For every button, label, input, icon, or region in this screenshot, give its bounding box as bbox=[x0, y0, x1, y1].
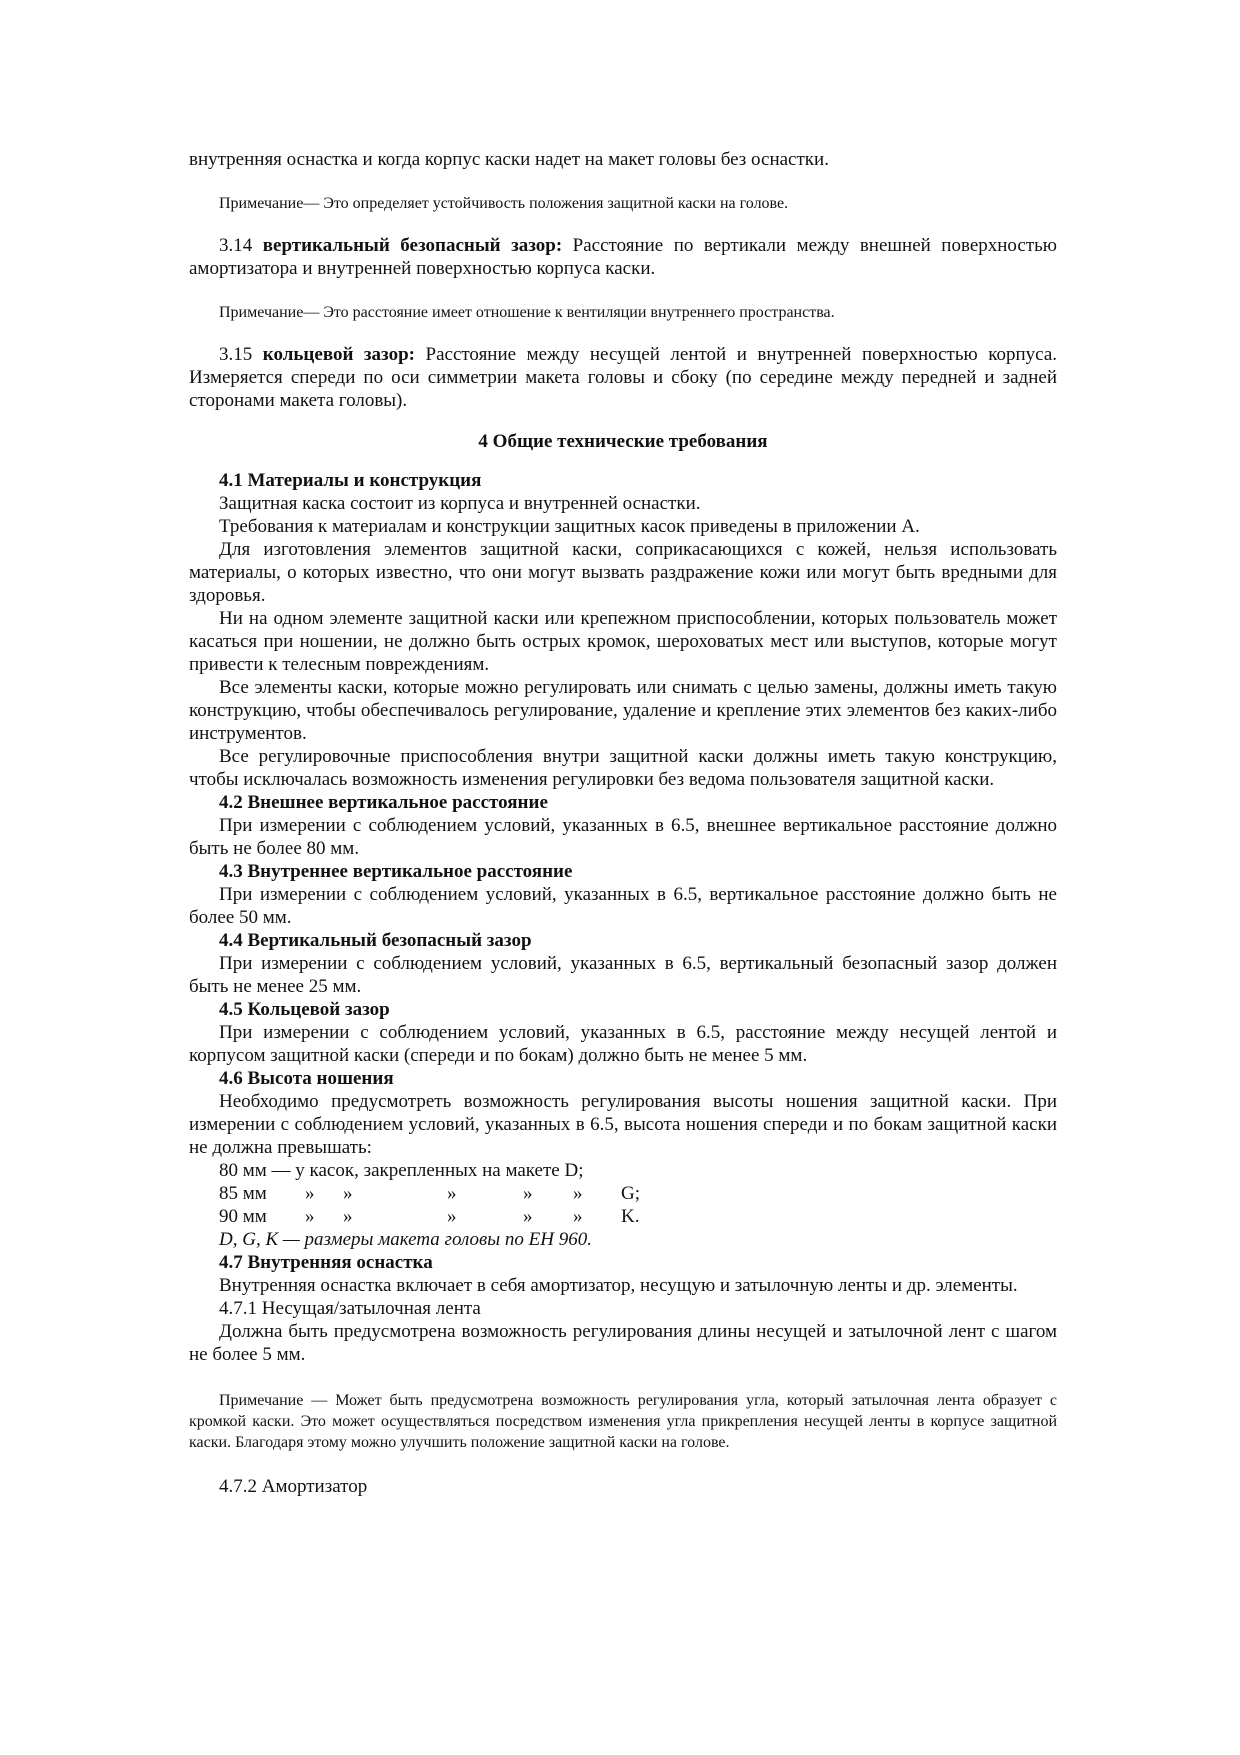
paragraph: При измерении с соблюдением условий, указанных в 6.5, расстояние между несущей лентой и корпусом защитной каски (спереди и по бокам) должно быть не менее 5 мм. bbox=[189, 1022, 1057, 1066]
definition-text: Расстояние по вертикали между внешней поверхностью амортизатора и внутренней поверхностью корпуса каски. bbox=[189, 235, 1057, 279]
definition-number: 3.14 bbox=[219, 235, 253, 256]
definition-term: вертикальный безопасный зазор: bbox=[262, 235, 563, 256]
intro-line: внутренняя оснастка и когда корпус каски надет на макет головы без оснастки. bbox=[189, 149, 829, 170]
paragraph: При измерении с соблюдением условий, указанных в 6.5, вертикальный безопасный зазор должен быть не менее 25 мм. bbox=[189, 953, 1057, 997]
section-heading-4-1: 4.1 Материалы и конструкция bbox=[219, 470, 482, 491]
paragraph: Защитная каска состоит из корпуса и внутренней оснастки. bbox=[219, 493, 701, 514]
definition-number: 3.15 bbox=[219, 344, 253, 365]
ditto-mark: » bbox=[343, 1206, 353, 1227]
paragraph: При измерении с соблюдением условий, указанных в 6.5, внешнее вертикальное расстояние должно быть не более 80 мм. bbox=[189, 815, 1057, 859]
subsection-heading-4-7-1: 4.7.1 Несущая/затылочная лента bbox=[219, 1298, 481, 1319]
section-heading-4-3: 4.3 Внутреннее вертикальное расстояние bbox=[219, 861, 573, 882]
document-body bbox=[189, 148, 1057, 1498]
ditto-mark: » bbox=[523, 1183, 533, 1204]
paragraph: При измерении с соблюдением условий, указанных в 6.5, вертикальное расстояние должно быть не более 50 мм. bbox=[189, 884, 1057, 928]
note-angle: Примечание — Может быть предусмотрена возможность регулирования угла, который затылочная лента образует с кромкой каски. Это может осуществляться посредством изменения угла прикрепления несущей ленты в корпусе защитной каски. Благодаря этому можно улучшить положение защитной каски на голове. bbox=[189, 1392, 1057, 1451]
section-heading-4-6: 4.6 Высота ношения bbox=[219, 1068, 394, 1089]
ditto-mark: » bbox=[305, 1183, 315, 1204]
subsection-heading-4-7-2: 4.7.2 Амортизатор bbox=[219, 1476, 368, 1497]
paragraph: Необходимо предусмотреть возможность регулирования высоты ношения защитной каски. При измерении с соблюдением условий, указанных в 6.5, высота ношения спереди и по бокам защитной каски не должна превышать: bbox=[189, 1091, 1057, 1158]
table-row bbox=[219, 1205, 640, 1228]
ditto-mark: » bbox=[523, 1206, 533, 1227]
paragraph: Все элементы каски, которые можно регулировать или снимать с целью замены, должны иметь такую конструкцию, чтобы обеспечивалось регулирование, удаление и крепление этих элементов без каких-либо инструментов. bbox=[189, 677, 1057, 744]
size-footnote: D, G, K — размеры макета головы по ЕН 960. bbox=[219, 1229, 592, 1250]
definition-text: Расстояние между несущей лентой и внутренней поверхностью корпуса. Измеряется спереди по оси симметрии макета головы и сбоку (по середине между передней и задней сторонами макета головы). bbox=[189, 344, 1058, 411]
paragraph: Требования к материалам и конструкции защитных касок приведены в приложении А. bbox=[219, 516, 920, 537]
ditto-mark: » bbox=[343, 1183, 353, 1204]
paragraph: Ни на одном элементе защитной каски или крепежном приспособлении, которых пользователь может касаться при ношении, не должно быть острых кромок, шероховатых мест или выступов, которые могут привести к телесным повреждениям. bbox=[189, 608, 1057, 675]
table-row bbox=[219, 1182, 640, 1205]
section-heading-4-5: 4.5 Кольцевой зазор bbox=[219, 999, 390, 1020]
size-line-d: 80 мм — у касок, закрепленных на макете D; bbox=[219, 1160, 584, 1181]
size-value: 85 мм bbox=[219, 1183, 267, 1204]
definition-3-14 bbox=[189, 234, 1057, 280]
definition-term: кольцевой зазор: bbox=[262, 344, 415, 365]
paragraph: Внутренняя оснастка включает в себя амортизатор, несущую и затылочную ленты и др. элементы. bbox=[219, 1275, 1018, 1296]
ditto-mark: » bbox=[305, 1206, 315, 1227]
size-end: K. bbox=[621, 1206, 640, 1227]
note-ventilation: Примечание— Это расстояние имеет отношение к вентиляции внутреннего пространства. bbox=[219, 304, 835, 321]
paragraph: Все регулировочные приспособления внутри защитной каски должны иметь такую конструкцию, чтобы исключалась возможность изменения регулировки без ведома пользователя защитной каски. bbox=[189, 746, 1057, 790]
section-title: 4 Общие технические требования bbox=[478, 431, 768, 452]
section-heading-4-2: 4.2 Внешнее вертикальное расстояние bbox=[219, 792, 548, 813]
ditto-mark: » bbox=[573, 1183, 583, 1204]
section-heading-4-7: 4.7 Внутренняя оснастка bbox=[219, 1252, 433, 1273]
ditto-mark: » bbox=[573, 1206, 583, 1227]
ditto-mark: » bbox=[447, 1206, 457, 1227]
size-table bbox=[219, 1182, 640, 1228]
size-value: 90 мм bbox=[219, 1206, 267, 1227]
note-stability: Примечание— Это определяет устойчивость положения защитной каски на голове. bbox=[219, 195, 789, 212]
paragraph: Должна быть предусмотрена возможность регулирования длины несущей и затылочной лент с шагом не более 5 мм. bbox=[189, 1321, 1057, 1365]
size-end: G; bbox=[621, 1183, 640, 1204]
section-heading-4-4: 4.4 Вертикальный безопасный зазор bbox=[219, 930, 532, 951]
paragraph: Для изготовления элементов защитной каски, соприкасающихся с кожей, нельзя использовать материалы, о которых известно, что они могут вызвать раздражение кожи или могут быть вредными для здоровья. bbox=[189, 539, 1057, 606]
ditto-mark: » bbox=[447, 1183, 457, 1204]
definition-3-15 bbox=[189, 343, 1057, 412]
